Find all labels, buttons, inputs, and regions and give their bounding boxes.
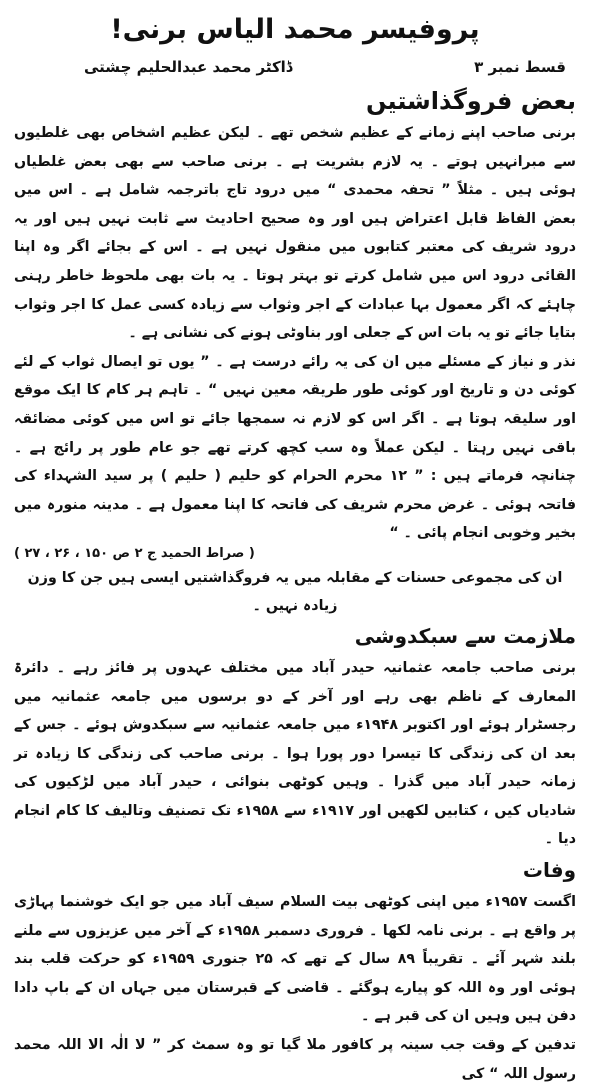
- section-body-oversights: [14, 119, 576, 620]
- paragraph: نذر و نیاز کے مسئلے میں ان کی یہ رائے درست ہے ۔ ” یوں تو ایصال ثواب کے لئے کوئی دن و تاریخ اور کوئی طور طریقہ معین نہیں “ ۔ تاہم ہر کام کا ایک موقع اور سلیقہ ہوتا ہے ۔ اگر اس کو لازم نہ سمجھا جائے تو اس میں کوئی مضائقہ باقی نہیں رہتا ۔ لیکن عملاً وہ سب کچھ کرتے تھے جو عام طور پر رائج ہے ۔ چنانچہ فرماتے ہیں : ” ۱۲ محرم الحرام کو حلیم ( حلیم ) پر سید الشہداء کی فاتحہ ہوئی ۔ غرض محرم شریف کی فاتحہ کا اپنا معمول ہے ۔ مدینہ منورہ میں بخیر وخوبی انجام پائی ۔ “: [14, 353, 576, 542]
- article-title: پروفیسر محمد الیاس برنی!: [110, 14, 480, 45]
- article-meta: [24, 55, 566, 79]
- installment-label: قسط نمبر ۳: [474, 58, 566, 76]
- section-body-death: [14, 888, 576, 1088]
- section-body-retirement: [14, 654, 576, 854]
- paragraph: اگست ۱۹۵۷ء میں اپنی کوٹھی بیت السلام سیف آباد میں جو ایک خوشنما پہاڑی پر واقع ہے ۔ برنی نامہ لکھا ۔ فروری دسمبر ۱۹۵۸ء کے آخر میں عزیزوں سے ملنے بلند شہر آئے ۔ تقریباً ۸۹ سال کے تھے کہ ۲۵ جنوری ۱۹۵۹ء کو حرکت قلب بند ہوئی اور وہ اللہ کو پیارے ہوگئے ۔ قاضی کے قبرستان میں جہاں ان کے باپ دادا دفن ہیں وہیں ان کی قبر ہے ۔: [14, 894, 576, 1025]
- section-heading-oversights: بعض فروگذاشتیں: [365, 87, 576, 115]
- citation: ( صراط الحمید ج ۲ ص ۱۵۰ ، ۲۶ ، ۲۷ ): [14, 545, 255, 561]
- author-name: ڈاکٹر محمد عبدالحلیم چشتی: [84, 58, 293, 76]
- closing-line: ان کی مجموعی حسنات کے مقابلہ میں یہ فروگذاشتیں ایسی ہیں جن کا وزن زیادہ نہیں ۔: [27, 569, 563, 614]
- paragraph: تدفین کے وقت جب سینہ پر کافور ملا گیا تو وہ سمٹ کر ” لا الٰہ الا اللہ محمد رسول اللہ “ کی: [14, 1037, 576, 1082]
- paragraph: برنی صاحب اپنے زمانے کے عظیم شخص تھے ۔ لیکن عظیم اشخاص بھی غلطیوں سے مبرانہیں ہوتے ۔ یہ لازم بشریت ہے ۔ برنی صاحب سے بھی بعض غلطیاں ہوئی ہیں ۔ مثلاً ” تحفہ محمدی “ میں درود تاج باترجمہ شامل ہے ۔ اس میں بعض الفاظ قابل اعتراض ہیں اور وہ صحیح احادیث سے ثابت نہیں ہیں اور یہ درود شریف کی معتبر کتابوں میں منقول نہیں ہے ۔ اس کے بجائے اگر وہ اپنا القائی درود اس میں شامل کرتے تو بہتر ہوتا ۔ یہ بات بھی ملحوظ خاطر رہنی چاہئے کہ اگر معمول بہا عبادات کے اجر وثواب سے زیادہ کسی عمل کا اجر وثواب بتایا جائے تو یہ بات اس کے جعلی اور بناوٹی ہونے کی نشانی ہے ۔: [14, 125, 576, 342]
- paragraph: برنی صاحب جامعہ عثمانیہ حیدر آباد میں مختلف عہدوں پر فائز رہے ۔ دائرۃ المعارف کے ناظم بھی رہے اور آخر کے دو برسوں میں جامعہ عثمانیہ میں رجسٹرار ہوئے اور اکتوبر ۱۹۴۸ء میں جامعہ عثمانیہ سے سبکدوش ہوئے ۔ جس کے بعد ان کی زندگی کا تیسرا دور پورا ہوا ۔ برنی صاحب کی زندگی کا زیادہ تر زمانہ حیدر آباد میں گذرا ۔ وہیں کوٹھی بنوائی ، حیدر آباد میں لڑکیوں کی شادیاں کیں ، کتابیں لکھیں اور ۱۹۱۷ء سے ۱۹۵۸ء تک تصنیف وتالیف کا کام انجام دیا ۔: [14, 659, 576, 848]
- section-heading-retirement: ملازمت سے سبکدوشی: [354, 623, 576, 648]
- section-heading-death: وفات: [522, 858, 576, 883]
